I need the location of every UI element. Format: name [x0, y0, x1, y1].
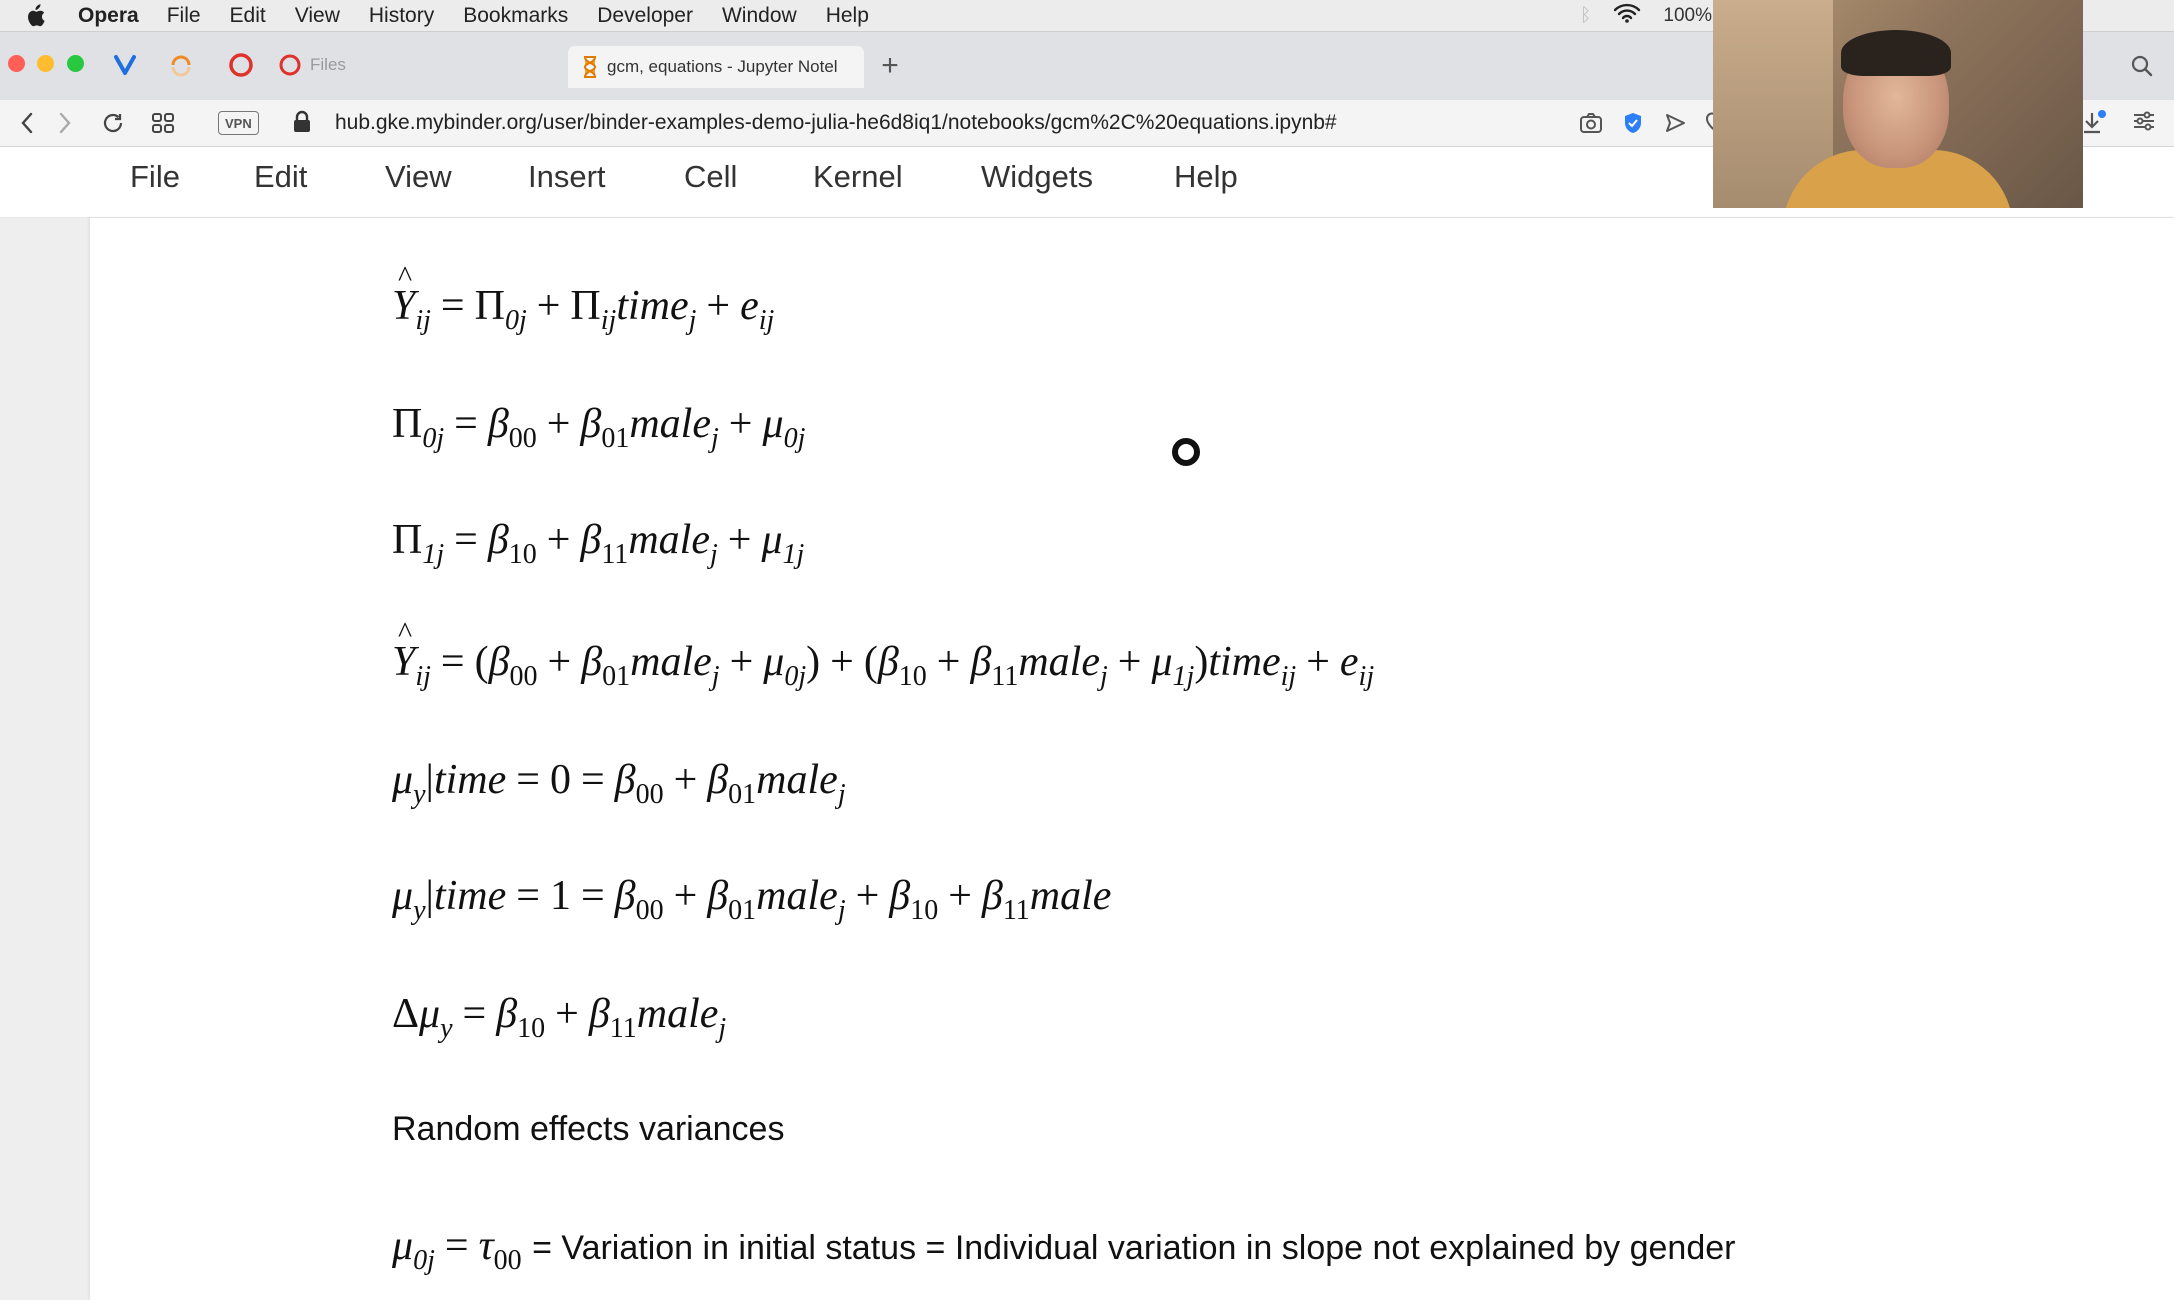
jupyter-menu-cell[interactable]: Cell — [684, 159, 738, 194]
bluetooth-icon[interactable]: ᛒ — [1580, 4, 1592, 26]
equation-random-effects: $\mu_{0j} = \tau_{00}$ = Variation in initial status = Individual variation in slope not explained by gender — [392, 1223, 1736, 1276]
vivaldi-icon[interactable] — [112, 52, 138, 78]
jupyter-menu-widgets[interactable]: Widgets — [981, 159, 1093, 194]
equation-time-one: $\mu_y|time = 1 = \beta_{00}$ + $\beta_{01}male_j + \beta_{10}$ + $\beta_{11}male$ — [392, 873, 1112, 926]
opera-tab-icon — [278, 53, 302, 77]
os-menu-edit[interactable]: Edit — [229, 3, 266, 27]
os-menu-history[interactable]: History — [368, 3, 435, 27]
equation-combined: ^ $Y_{ij} = (\beta_{00}$ + $\beta_{01}male_j + \mu_{0j}) + (\beta_{10}$ + $\beta_{11}male_j$ + $\mu_{1j})time_{ij} + e_{ij}$ — [392, 638, 1374, 686]
opera-icon[interactable] — [228, 52, 254, 78]
os-menu-window[interactable]: Window — [721, 3, 797, 27]
jupyter-menu-edit[interactable]: Edit — [254, 159, 308, 194]
ad-blocker-shield-icon[interactable] — [1620, 110, 1646, 136]
jupyter-menu-view[interactable]: View — [385, 159, 452, 194]
variance-description: = Variation in initial status = Individual variation in slope not explained by gender — [532, 1229, 1736, 1267]
easy-setup-icon[interactable] — [2132, 110, 2156, 141]
os-menu-developer[interactable]: Developer — [597, 3, 693, 27]
url-text[interactable]: hub.gke.mybinder.org/user/binder-examples-demo-julia-he6d8iq1/notebooks/gcm%2C%20equations.ipynb# — [335, 111, 1337, 134]
send-icon[interactable] — [1662, 110, 1688, 136]
equation-slope: $\Pi_{1j} = \beta_{10}$ + $\beta_{11}male_j + \mu_{1j}$ — [392, 517, 805, 570]
new-tab-button[interactable]: + — [881, 49, 899, 82]
lock-icon[interactable] — [292, 110, 312, 134]
loading-spinner-icon — [168, 52, 194, 78]
os-menu-bookmarks[interactable]: Bookmarks — [463, 3, 569, 27]
vpn-badge[interactable]: VPN — [218, 111, 259, 135]
hourglass-icon — [582, 56, 598, 78]
speed-dial-icon[interactable] — [150, 110, 176, 136]
close-window-button[interactable] — [8, 55, 25, 72]
jupyter-menu-insert[interactable]: Insert — [528, 159, 606, 194]
wifi-icon[interactable] — [1613, 3, 1641, 29]
presenter-hair — [1841, 30, 1951, 76]
apple-icon[interactable] — [24, 4, 48, 28]
tab-jupyter-label: gcm, equations - Jupyter Notel — [607, 57, 838, 76]
battery-percent: 100% — [1663, 4, 1713, 26]
tab-files-label: Files — [310, 55, 346, 74]
download-icon[interactable] — [2080, 110, 2106, 141]
snapshot-icon[interactable] — [1578, 110, 1604, 136]
webcam-overlay — [1713, 0, 2083, 208]
equation-level1: ^ $Y_{ij} = \Pi_{0j}$ + $\Pi_{ij}time_j + e_{ij}$ — [392, 282, 774, 330]
jupyter-menu-kernel[interactable]: Kernel — [813, 159, 903, 194]
minimize-window-button[interactable] — [37, 55, 54, 72]
app-name[interactable]: Opera — [78, 3, 139, 27]
equation-delta-mu: $\Delta\mu_y = \beta_{10}$ + $\beta_{11}male_j$ — [392, 991, 727, 1044]
mouse-cursor — [1172, 438, 1200, 466]
back-icon[interactable] — [14, 110, 40, 136]
tab-jupyter-notebook[interactable] — [568, 46, 864, 88]
jupyter-menu-file[interactable]: File — [130, 159, 180, 194]
tab-search-icon[interactable] — [2130, 54, 2156, 80]
equation-time-zero: $\mu_y|time = 0 = \beta_{00}$ + $\beta_{01}male_j$ — [392, 757, 846, 810]
reload-icon[interactable] — [100, 110, 126, 136]
random-effects-heading: Random effects variances — [392, 1110, 785, 1148]
notebook-left-gutter — [0, 218, 90, 1300]
forward-icon[interactable] — [52, 110, 78, 136]
os-menu-help[interactable]: Help — [825, 3, 869, 27]
tab-files[interactable] — [278, 50, 346, 80]
jupyter-menu-help[interactable]: Help — [1174, 159, 1238, 194]
os-menu-file[interactable]: File — [166, 3, 201, 27]
os-menu-view[interactable]: View — [294, 3, 340, 27]
equation-intercept: $\Pi_{0j} = \beta_{00}$ + $\beta_{01}male_j + \mu_{0j}$ — [392, 401, 806, 454]
fullscreen-window-button[interactable] — [67, 55, 84, 72]
